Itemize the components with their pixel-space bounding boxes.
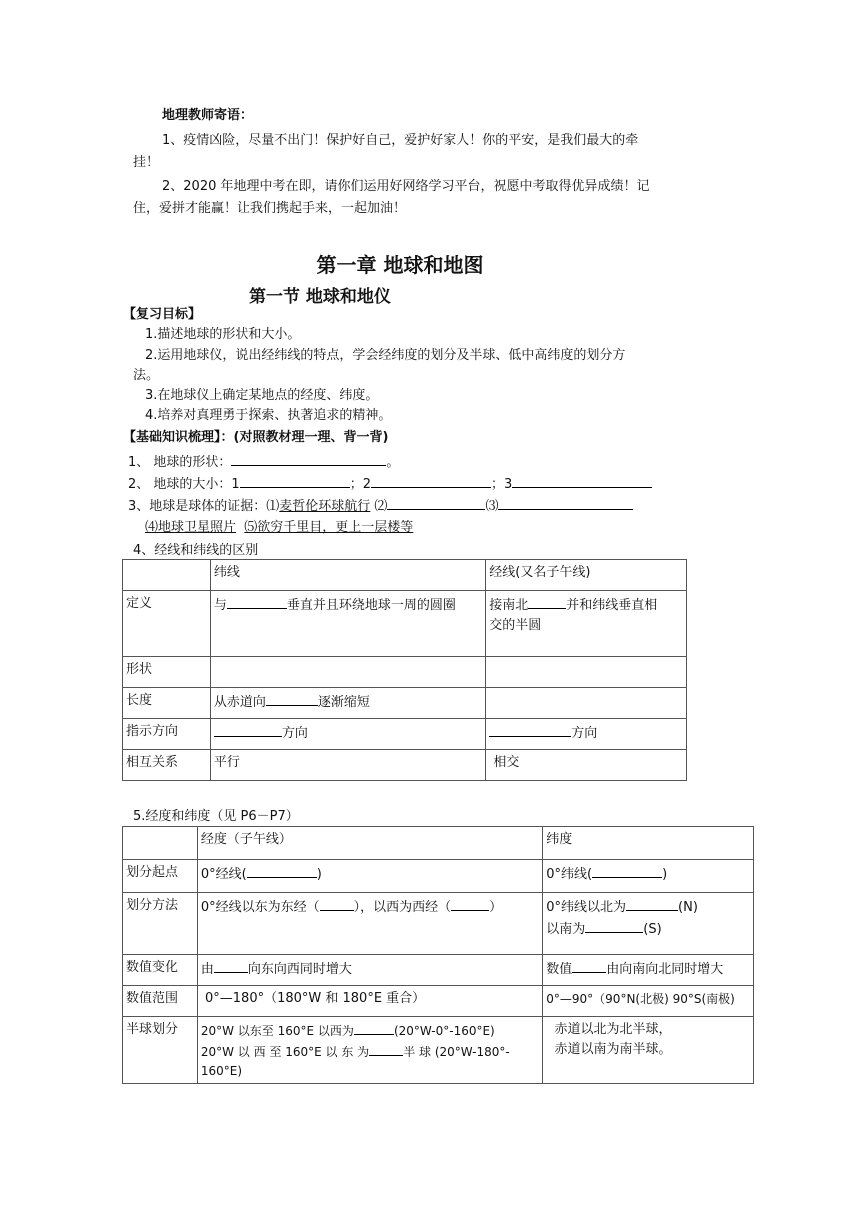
text: ） bbox=[489, 900, 503, 915]
meridian-parallel-table bbox=[122, 559, 687, 781]
text: 160°E) bbox=[200, 1064, 243, 1078]
q3-evidence-1: 麦哲伦环球航行 bbox=[279, 499, 371, 514]
blank[interactable] bbox=[369, 1041, 403, 1056]
row-label-change: 数值变化 bbox=[123, 955, 198, 986]
text: 接南北 bbox=[489, 598, 529, 613]
question-2 bbox=[128, 473, 652, 495]
blank[interactable] bbox=[214, 722, 282, 737]
message-heading: 地理教师寄语： bbox=[162, 108, 254, 123]
text: ），以西为西经（ bbox=[353, 900, 452, 915]
text: (N) bbox=[678, 900, 698, 915]
cell-weft-direction bbox=[210, 719, 485, 750]
table-row bbox=[123, 986, 754, 1017]
cell-longitude-definition bbox=[486, 591, 687, 657]
cell-weft-shape[interactable] bbox=[210, 657, 485, 688]
q3-blank-3[interactable] bbox=[498, 495, 633, 510]
blank[interactable] bbox=[227, 594, 287, 609]
q2-blank-3[interactable] bbox=[512, 473, 652, 488]
blank[interactable] bbox=[451, 896, 489, 911]
goal-2: 2.运用地球仪，说出经纬线的特点，学会经纬度的划分及半球、低中高纬度的划分方 bbox=[145, 348, 626, 363]
blank[interactable] bbox=[266, 691, 318, 706]
text: 赤道以北为北半球， bbox=[554, 1022, 672, 1037]
question-3-cont bbox=[145, 518, 413, 538]
cell-longitude-shape[interactable] bbox=[486, 657, 687, 688]
text: 0°纬线以北为 bbox=[546, 900, 627, 915]
table-cell bbox=[123, 827, 198, 860]
text: 由 bbox=[200, 962, 214, 977]
text: 20°W 以 西 至 160°E 以 东 为 bbox=[200, 1045, 370, 1059]
message-paragraph-1 bbox=[162, 131, 638, 151]
row-label-shape: 形状 bbox=[123, 657, 211, 688]
text: 由向南向北同时增大 bbox=[606, 962, 724, 977]
q3-evidence-3-num: ⑶ bbox=[485, 499, 499, 514]
text: 逐渐缩短 bbox=[317, 695, 370, 710]
message-paragraph-1-cont: 挂！ bbox=[133, 155, 160, 170]
table-row bbox=[123, 657, 687, 688]
goal-2-cont: 法。 bbox=[133, 368, 160, 383]
text: 方向 bbox=[281, 726, 308, 741]
q2-label: 2、 地球的大小：1 bbox=[128, 477, 240, 492]
row-label-method: 划分方法 bbox=[123, 893, 198, 955]
q1-suffix: 。 bbox=[386, 455, 400, 470]
blank[interactable] bbox=[320, 896, 354, 911]
q2-blank-2[interactable] bbox=[371, 473, 491, 488]
table-row bbox=[123, 560, 687, 591]
blank[interactable] bbox=[626, 896, 678, 911]
goal-3: 3.在地球仪上确定某地点的经度、纬度。 bbox=[145, 388, 379, 403]
table-row bbox=[123, 860, 754, 893]
blank[interactable] bbox=[247, 863, 317, 878]
message-paragraph-2-cont: 住，爱拼才能赢！让我们携起手来，一起加油！ bbox=[133, 201, 407, 216]
text: (20°W-0°-160°E) bbox=[393, 1024, 495, 1038]
question-5-title: 5.经度和纬度（见 P6－P7） bbox=[133, 809, 299, 824]
table-row bbox=[123, 1017, 754, 1084]
text: ) bbox=[662, 867, 668, 882]
q2-blank-1[interactable] bbox=[240, 473, 350, 488]
text: 从赤道向 bbox=[213, 695, 266, 710]
text: 向东向西同时增大 bbox=[247, 962, 352, 977]
blank[interactable] bbox=[489, 722, 571, 737]
cell-weft-relation: 平行 bbox=[210, 750, 485, 781]
row-label-range: 数值范围 bbox=[123, 986, 198, 1017]
cell-latitude-change bbox=[543, 955, 754, 986]
cell-longitude-length[interactable] bbox=[486, 688, 687, 719]
blank[interactable] bbox=[214, 958, 248, 973]
table-row bbox=[123, 591, 687, 657]
q1-label: 1、 地球的形状： bbox=[128, 455, 232, 470]
table-row bbox=[123, 827, 754, 860]
blank[interactable] bbox=[354, 1020, 394, 1035]
basics-heading: 【基础知识梳理】：(对照教材理一理、背一背) bbox=[123, 430, 389, 445]
goal-4: 4.培养对真理勇于探索、执著追求的精神。 bbox=[145, 408, 392, 423]
table-row bbox=[123, 688, 687, 719]
table-header-longitude: 经线(又名子午线) bbox=[486, 560, 687, 591]
text: 半 球 (20°W-180°- bbox=[403, 1045, 510, 1059]
row-label-hemisphere: 半球划分 bbox=[123, 1017, 198, 1084]
table-row bbox=[123, 750, 687, 781]
cell-latitude-range: 0°—90°（90°N(北极) 90°S(南极) bbox=[543, 986, 754, 1017]
blank[interactable] bbox=[572, 958, 606, 973]
section-title: 第一节 地球和地仪 bbox=[249, 287, 391, 307]
blank[interactable] bbox=[585, 918, 643, 933]
message-paragraph-2: 2、2020 年地理中考在即，请你们运用好网络学习平台，祝愿中考取得优异成绩！记 bbox=[162, 179, 650, 194]
cell-longitude-direction bbox=[486, 719, 687, 750]
table-cell bbox=[123, 560, 211, 591]
q2-sep-2: ；2 bbox=[349, 477, 371, 492]
row-label-direction: 指示方向 bbox=[123, 719, 211, 750]
text: 数值 bbox=[546, 962, 573, 977]
text: 0°经线以东为东经（ bbox=[200, 900, 320, 915]
row-label-relation: 相互关系 bbox=[123, 750, 211, 781]
question-3 bbox=[128, 495, 633, 517]
cell-longitude-method bbox=[197, 893, 542, 955]
cell-latitude-hemisphere bbox=[543, 1017, 754, 1084]
text: 垂直并且环绕地球一周的圆圈 bbox=[286, 598, 456, 613]
question-4-title: 4、经线和纬线的区别 bbox=[133, 543, 259, 558]
text: 0°经线( bbox=[200, 867, 247, 882]
table-header-longitude: 经度（子午线） bbox=[197, 827, 542, 860]
question-1 bbox=[128, 451, 399, 473]
q3-evidence-4: ⑷地球卫星照片 bbox=[145, 520, 237, 535]
q3-evidence-2-num: ⑵ bbox=[370, 499, 388, 514]
cell-longitude-change bbox=[197, 955, 542, 986]
text: 以南为 bbox=[546, 922, 586, 937]
table-row bbox=[123, 719, 687, 750]
goals-heading: 【复习目标】 bbox=[123, 307, 202, 322]
blank[interactable] bbox=[592, 863, 662, 878]
longitude-latitude-table bbox=[122, 826, 754, 1084]
table-row bbox=[123, 893, 754, 955]
text: 交的半圆 bbox=[489, 618, 542, 633]
text: ) bbox=[316, 867, 322, 882]
cell-longitude-relation bbox=[486, 750, 687, 781]
q3-label: 3、地球是球体的证据：⑴ bbox=[128, 499, 280, 514]
cell-weft-definition bbox=[210, 591, 485, 657]
q2-sep-3: ；3 bbox=[490, 477, 513, 492]
cell-weft-length bbox=[210, 688, 485, 719]
text: (S) bbox=[643, 922, 662, 937]
cell-longitude-range bbox=[197, 986, 542, 1017]
chapter-title: 第一章 地球和地图 bbox=[316, 253, 484, 277]
text: 赤道以南为南半球。 bbox=[554, 1042, 672, 1057]
row-label-definition: 定义 bbox=[123, 591, 211, 657]
text: 0°纬线( bbox=[546, 867, 593, 882]
row-label-length: 长度 bbox=[123, 688, 211, 719]
text: 相交 bbox=[493, 755, 520, 770]
text: 与 bbox=[213, 598, 227, 613]
goal-1: 1.描述地球的形状和大小。 bbox=[145, 327, 301, 342]
table-row bbox=[123, 955, 754, 986]
message-p1-line1: 1、疫情凶险，尽量不出门！保护好自己，爱护好家人！你的平安，是我们最大的牵 bbox=[162, 133, 639, 148]
q3-evidence-5: ⑸欲穷千里目，更上一层楼等 bbox=[244, 520, 414, 535]
text: 并和纬线垂直相 bbox=[566, 598, 658, 613]
text: 0°—180°（180°W 和 180°E 重合） bbox=[205, 991, 426, 1006]
table-header-latitude: 纬度 bbox=[543, 827, 754, 860]
row-label-start: 划分起点 bbox=[123, 860, 198, 893]
table-header-weft: 纬线 bbox=[210, 560, 485, 591]
cell-longitude-hemisphere bbox=[197, 1017, 542, 1084]
text: 方向 bbox=[571, 726, 598, 741]
blank[interactable] bbox=[528, 594, 566, 609]
q3-blank-2[interactable] bbox=[387, 495, 485, 510]
cell-latitude-method bbox=[543, 893, 754, 955]
q1-blank[interactable] bbox=[231, 451, 386, 466]
cell-latitude-start bbox=[543, 860, 754, 893]
text: 20°W 以东至 160°E 以西为 bbox=[200, 1024, 354, 1038]
cell-longitude-start bbox=[197, 860, 542, 893]
